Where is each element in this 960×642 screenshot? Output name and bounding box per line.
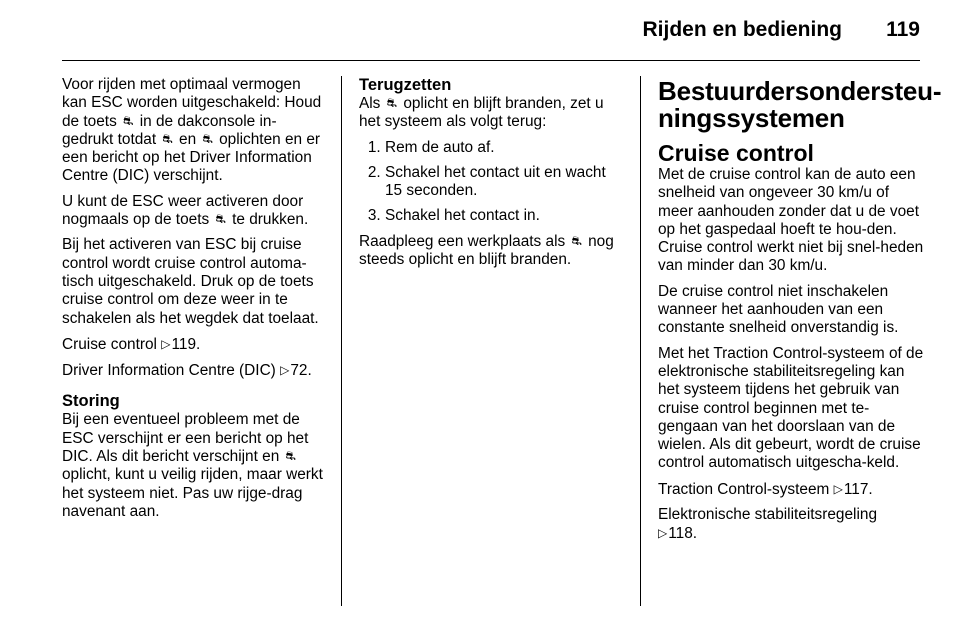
paragraph-reset-intro: [359, 95, 625, 132]
reference-page: 119.: [171, 335, 201, 353]
text: in de dakconsole in-gedrukt totdat: [62, 112, 277, 148]
text: Raadpleeg een werkplaats als: [359, 232, 566, 250]
list-item: 1. Rem de auto af.: [385, 139, 625, 157]
esc-warning-icon: ⛐: [386, 96, 398, 110]
reference-text: Elektronische stabiliteitsregeling: [658, 506, 878, 524]
reference-page: 117.: [843, 480, 873, 498]
paragraph-cruise-traction: Met het Traction Control-systeem of de elektronische stabiliteitsregeling kan het systeem tijdens het gebruik van cruise control beginnen met te-gengaan van het doorslaan van de wielen. Als dit gebeurt, wordt de cruise control automatisch uitgescha-keld.: [658, 344, 924, 472]
reference-page: 72.: [290, 362, 312, 380]
header-rule: [62, 60, 920, 61]
esc-warning-icon: ⛐: [215, 212, 226, 227]
text: en: [179, 130, 197, 148]
column-divider-2: [640, 76, 641, 606]
reset-steps-list: [359, 139, 625, 226]
paragraph-cruise-control: Bij het activeren van ESC bij cruise control wordt cruise control automa-tisch uitgeschakeld. Druk op de toets cruise control om deze weer in te schakelen als het wegdek dat toelaat.: [62, 236, 319, 327]
paragraph-esc-off: [62, 76, 326, 186]
list-item: 3. Schakel het contact in.: [385, 207, 625, 225]
esc-warning-icon: ⛐: [123, 113, 134, 128]
paragraph-esc-reactivate: [62, 193, 326, 230]
esc-warning-icon: ⛐: [285, 449, 296, 464]
reference-text: Cruise control: [62, 335, 157, 353]
text: oplichten en er een bericht op het Driver Information Centre (DIC) verschijnt.: [62, 130, 321, 185]
reference-text: Traction Control-systeem: [658, 480, 830, 498]
header-title: Rijden en bediening: [642, 18, 842, 41]
text: U kunt de ESC weer activeren door nogmaals op de toets: [62, 192, 304, 229]
text: oplicht en blijft branden, zet u het systeem als volgt terug:: [359, 95, 604, 131]
esc-off-icon: ⛐: [162, 131, 173, 146]
traction-control-off-icon: ⛐: [202, 131, 213, 146]
subsection-title: Cruise control: [658, 140, 814, 166]
paragraph-storing: [62, 411, 326, 521]
heading-terugzetten: Terugzetten: [359, 76, 452, 94]
reference-esc[interactable]: [658, 506, 924, 544]
text: Voor rijden met optimaal vermogen kan ESC worden uitgeschakeld: Houd de toets: [62, 76, 322, 130]
text: te drukken.: [232, 211, 309, 229]
page-reference-arrow-icon: ▷: [833, 481, 843, 496]
reference-cruise-control[interactable]: [62, 335, 326, 354]
paragraph-reset-outro: [359, 233, 625, 270]
page-reference-arrow-icon: ▷: [161, 336, 171, 351]
column-divider-1: [341, 76, 342, 606]
column-2: [359, 76, 625, 276]
reference-page: 118.: [668, 525, 698, 543]
page-reference-arrow-icon: ▷: [280, 363, 290, 378]
list-item: 2. Schakel het contact uit en wacht 15 seconden.: [385, 164, 625, 201]
text: nog steeds oplicht en blijft branden.: [359, 232, 614, 269]
text: Als: [359, 95, 381, 112]
section-title: Bestuurdersondersteu-ningssystemen: [658, 76, 942, 133]
page-reference-arrow-icon: ▷: [658, 526, 668, 541]
column-1: [62, 76, 326, 528]
esc-warning-icon: ⛐: [571, 233, 582, 248]
reference-traction-control[interactable]: [658, 480, 924, 499]
column-3: [658, 76, 942, 551]
paragraph-cruise-warning: De cruise control niet inschakelen wanneer het aanhouden van een constante snelheid onverstandig is.: [658, 282, 899, 337]
text: Bij een eventueel probleem met de ESC verschijnt er een bericht op het DIC. Als dit bericht verschijnt en: [62, 411, 309, 466]
reference-dic[interactable]: [62, 361, 326, 380]
page-number: 119: [886, 18, 920, 41]
heading-storing: Storing: [62, 392, 120, 411]
paragraph-cruise-intro: Met de cruise control kan de auto een snelheid van ongeveer 30 km/u of meer aanhouden zonder dat u de voet op het gaspedaal hoeft te hou-den. Cruise control werkt niet bij snel-heden van minder dan 30 km/u.: [658, 166, 924, 275]
text: oplicht, kunt u veilig rijden, maar werkt het systeem niet. Pas uw rijge-drag navenant aan.: [62, 466, 323, 520]
reference-text: Driver Information Centre (DIC): [62, 362, 276, 380]
